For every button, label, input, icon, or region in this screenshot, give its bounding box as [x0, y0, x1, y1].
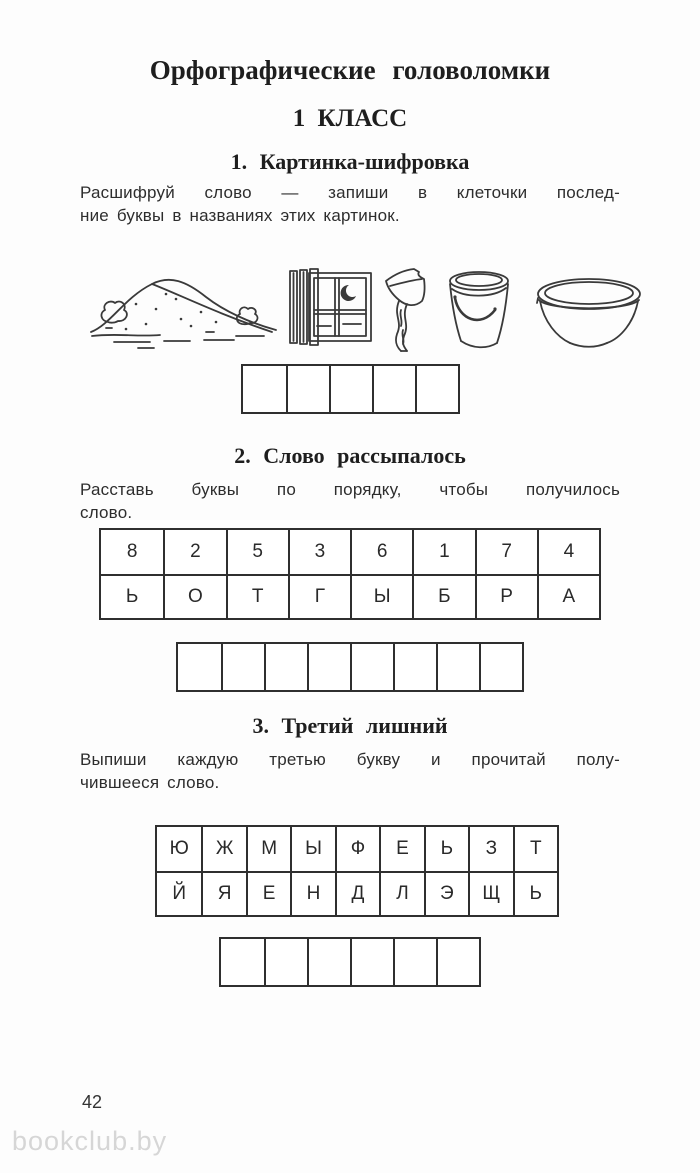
answer-cell [436, 939, 479, 985]
table-cell: М [246, 827, 290, 871]
table-cell: Г [288, 574, 350, 618]
table-cell: Ж [201, 827, 245, 871]
answer-cell [264, 644, 307, 690]
table-cell: 8 [126, 541, 138, 562]
instruction-line: Расставь буквы по порядку, чтобы получилось [80, 480, 620, 499]
table-cell: Й [157, 871, 201, 915]
axe-picture [381, 264, 429, 352]
exercise1-instruction [0, 181, 700, 227]
table-cell: Ь [101, 574, 163, 618]
table-cell: Т [226, 574, 288, 618]
answer-cell [221, 939, 264, 985]
instruction-line: ние буквы в названиях этих картинок. [80, 206, 400, 225]
table-cell: Ь [424, 827, 468, 871]
table-cell: Ю [169, 838, 189, 859]
exercise3-instruction [0, 748, 700, 794]
table-cell: Я [201, 871, 245, 915]
page-number: 42 [82, 1092, 103, 1112]
answer-cell [178, 644, 221, 690]
instruction-line: Выпиши каждую третью букву и прочитай полу- [80, 750, 620, 769]
answer-cell [286, 366, 329, 412]
table-cell: 3 [288, 530, 350, 574]
table-cell: Е [379, 827, 423, 871]
table-cell: 1 [412, 530, 474, 574]
answer-cell [221, 644, 264, 690]
exercise3-heading: 3. Третий лишний [252, 713, 448, 738]
exercise1-heading: 1. Картинка-шифровка [230, 149, 470, 174]
table-cell: Т [513, 827, 557, 871]
table-cell: Р [475, 574, 537, 618]
table-cell: Н [290, 871, 334, 915]
bucket-picture [443, 268, 515, 352]
picture-row [0, 260, 700, 352]
table-cell: 2 [163, 530, 225, 574]
table-cell: З [468, 827, 512, 871]
sand-pile-picture [86, 264, 281, 352]
exercise2-heading: 2. Слово рассыпалось [234, 443, 466, 468]
exercise1-answer-cells [241, 364, 460, 414]
instruction-line: Расшифруй слово — запиши в клеточки послед- [80, 183, 620, 202]
table-cell: О [163, 574, 225, 618]
table-cell: Е [246, 871, 290, 915]
table-cell: А [537, 574, 599, 618]
book-page [0, 54, 700, 1173]
answer-cell [436, 644, 479, 690]
table-cell: Д [335, 871, 379, 915]
table-cell: Ь [513, 871, 557, 915]
exercise3-answer-cells [219, 937, 481, 987]
answer-cell [264, 939, 307, 985]
answer-cell [393, 939, 436, 985]
number-letter-table [99, 528, 601, 620]
answer-cell [329, 366, 372, 412]
instruction-line: слово. [80, 503, 133, 522]
answer-cell [350, 644, 393, 690]
grade-heading: 1 КЛАСС [292, 105, 408, 132]
answer-cell [350, 939, 393, 985]
answer-cell [393, 644, 436, 690]
answer-cell [307, 644, 350, 690]
answer-cell [372, 366, 415, 412]
table-cell: Ф [335, 827, 379, 871]
table-cell: 4 [537, 530, 599, 574]
instruction-line: чившееся слово. [80, 773, 220, 792]
table-cell: Э [424, 871, 468, 915]
table-cell: 7 [475, 530, 537, 574]
bowl-picture [535, 274, 643, 352]
watermark: bookclub.by [12, 1126, 168, 1156]
table-cell: Ы [350, 574, 412, 618]
table-cell: Щ [468, 871, 512, 915]
table-cell: Ы [290, 827, 334, 871]
answer-cell [307, 939, 350, 985]
page-title: Орфографические головоломки [149, 55, 551, 85]
table-cell: Б [412, 574, 474, 618]
window-picture [287, 264, 375, 352]
answer-cell [415, 366, 458, 412]
table-cell: 6 [350, 530, 412, 574]
answer-cell [243, 366, 286, 412]
exercise2-answer-cells [176, 642, 524, 692]
table-cell: Л [379, 871, 423, 915]
exercise2-instruction [0, 478, 700, 524]
answer-cell [479, 644, 522, 690]
letters-table [155, 825, 559, 917]
table-cell: 5 [226, 530, 288, 574]
